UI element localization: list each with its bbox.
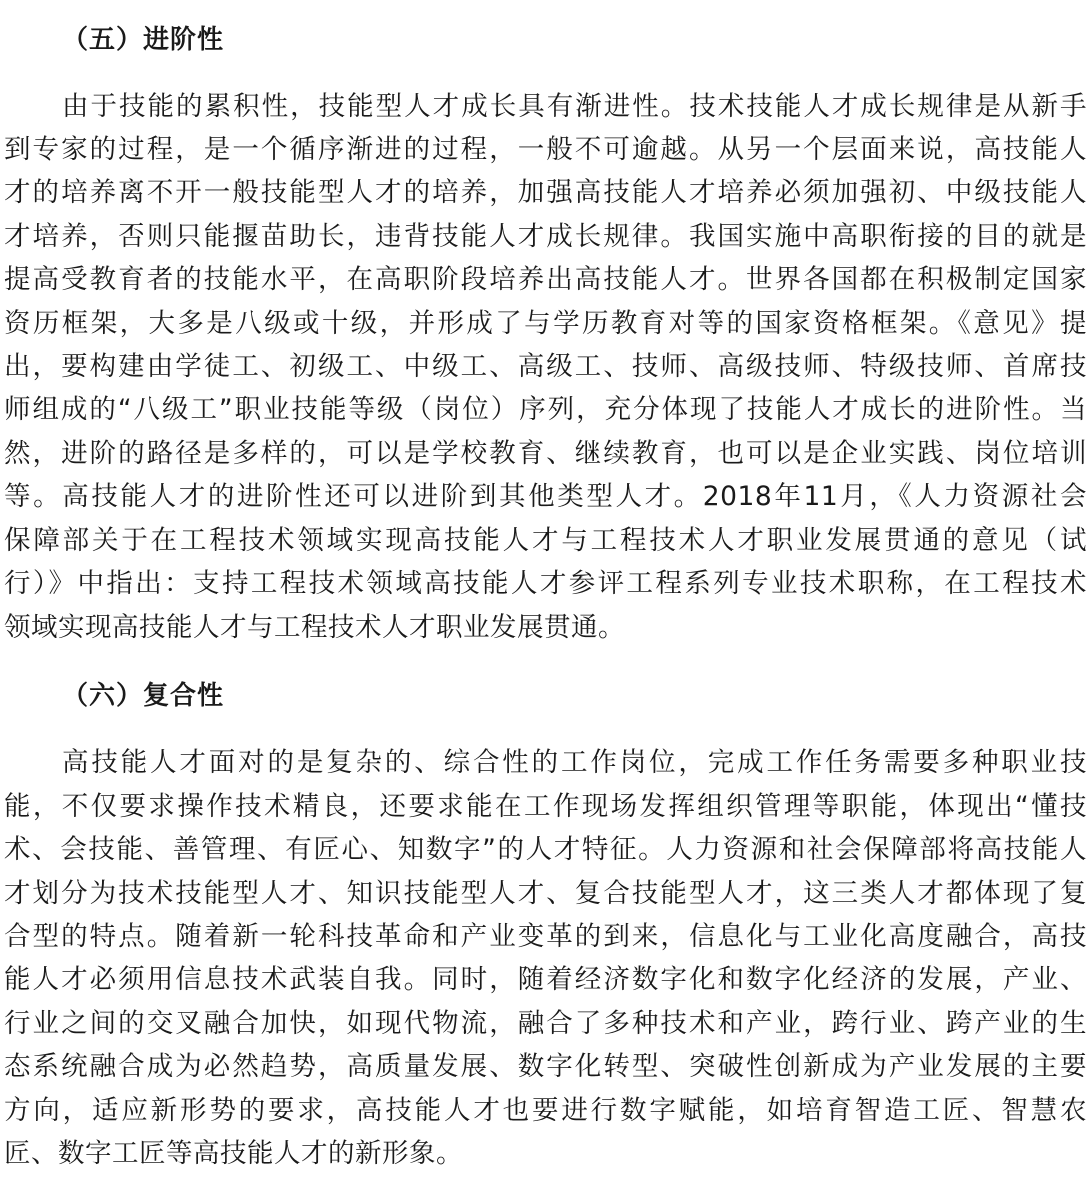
paragraph-line: 匠、数字工匠等高技能人才的新形象。 [4,1138,463,1169]
paragraph-line: 能，不仅要求操作技术精良，还要求能在工作现场发挥组织管理等职能，体现出“懂技 [4,791,1087,822]
section-heading-6: （六）复合性 [62,681,225,711]
paragraph-line: 能人才必须用信息技术武装自我。同时，随着经济数字化和数字化经济的发展，产业、 [4,964,1087,995]
paragraph-line: 由于技能的累积性，技能型人才成长具有渐进性。技术技能人才成长规律是从新手 [62,91,1087,122]
paragraph-line: 行业之间的交叉融合加快，如现代物流，融合了多种技术和产业，跨行业、跨产业的生 [4,1008,1087,1039]
paragraph-line: 高技能人才面对的是复杂的、综合性的工作岗位，完成工作任务需要多种职业技 [62,747,1087,778]
paragraph-line: 才划分为技术技能型人才、知识技能型人才、复合技能型人才，这三类人才都体现了复 [4,878,1087,909]
paragraph-line: 合型的特点。随着新一轮科技革命和产业变革的到来，信息化与工业化高度融合，高技 [4,921,1087,952]
paragraph-line: 提高受教育者的技能水平，在高职阶段培养出高技能人才。世界各国都在积极制定国家 [4,264,1087,295]
paragraph-line: 才培养，否则只能揠苗助长，违背技能人才成长规律。我国实施中高职衔接的目的就是 [4,221,1087,252]
paragraph-line: 术、会技能、善管理、有匠心、知数字”的人才特征。人力资源和社会保障部将高技能人 [4,834,1087,865]
paragraph-line: 等。高技能人才的进阶性还可以进阶到其他类型人才。2018年11月，《人力资源社会 [4,481,1087,512]
paragraph-line: 领域实现高技能人才与工程技术人才职业发展贯通。 [4,612,625,643]
paragraph-line: 方向，适应新形势的要求，高技能人才也要进行数字赋能，如培育智造工匠、智慧农 [4,1095,1087,1126]
paragraph-line: 态系统融合成为必然趋势，高质量发展、数字化转型、突破性创新成为产业发展的主要 [4,1051,1087,1082]
paragraph-line: 行）》中指出：支持工程技术领域高技能人才参评工程系列专业技术职称，在工程技术 [4,568,1087,599]
paragraph-line: 到专家的过程，是一个循序渐进的过程，一般不可逾越。从另一个层面来说，高技能人 [4,134,1087,165]
paragraph-line: 保障部关于在工程技术领域实现高技能人才与工程技术人才职业发展贯通的意见（试 [4,525,1087,556]
paragraph-line: 出，要构建由学徒工、初级工、中级工、高级工、技师、高级技师、特级技师、首席技 [4,351,1087,382]
paragraph-line: 然，进阶的路径是多样的，可以是学校教育、继续教育，也可以是企业实践、岗位培训 [4,438,1087,469]
paragraph-line: 才的培养离不开一般技能型人才的培养，加强高技能人才培养必须加强初、中级技能人 [4,177,1087,208]
section-heading-5: （五）进阶性 [62,25,225,55]
paragraph-line: 资历框架，大多是八级或十级，并形成了与学历教育对等的国家资格框架。《意见》提 [4,308,1087,339]
paragraph-line: 师组成的“八级工”职业技能等级（岗位）序列，充分体现了技能人才成长的进阶性。当 [4,394,1087,425]
